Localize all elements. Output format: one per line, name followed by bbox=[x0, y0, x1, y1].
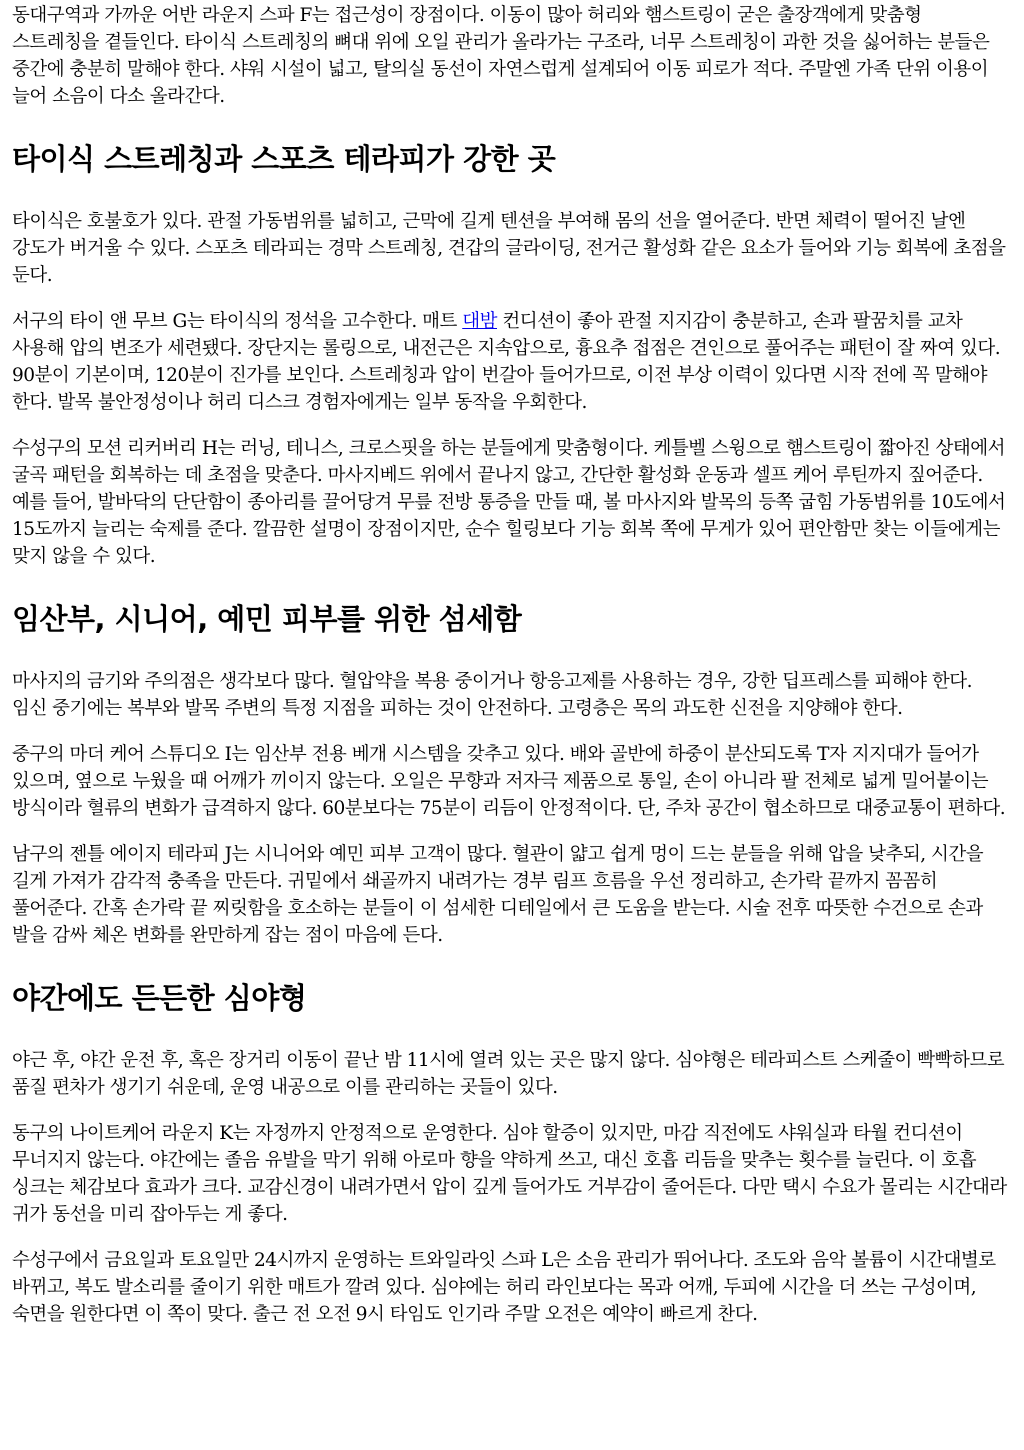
paragraph-precautions: 마사지의 금기와 주의점은 생각보다 많다. 혈압약을 복용 중이거나 항응고제를 사용하는 경우, 강한 딥프레스를 피해야 한다. 임신 중기에는 복부와 발목 주변의 특정 지점을 피하는 것이 안전하다. 고령층은 목의 과도한 신전을 지양해야 한다. bbox=[12, 671, 973, 719]
paragraph-mother-care-i: 중구의 마더 케어 스튜디오 I는 임산부 전용 베개 시스템을 갖추고 있다. 배와 골반에 하중이 분산되도록 T자 지지대가 들어가 있으며, 옆으로 누웠을 때 어깨가 끼이지 않는다. 오일은 무향과 저자극 제품으로 통일, 손이 아니라 팔 전체로 넓게 밀어붙이는 방식이라 혈류의 변화가 급격하지 않다. 60분보다는 75분이 리듬이 안정적이다. 단, 주차 공간이 협소하므로 대중교통이 편하다. bbox=[12, 744, 1006, 819]
paragraph-thai-move-g bbox=[12, 308, 1010, 416]
paragraph-night-intro: 야근 후, 야간 운전 후, 혹은 장거리 이동이 끝난 밤 11시에 열려 있는 곳은 많지 않다. 심야형은 테라피스트 스케줄이 빡빡하므로 품질 편차가 생기기 쉬운데, 운영 내공으로 이를 관리하는 곳들이 있다. bbox=[12, 1050, 1005, 1098]
paragraph-text: 컨디션이 좋아 관절 지지감이 충분하고, 손과 팔꿈치를 교차 사용해 압의 변조가 세련됐다. 장단지는 롤링으로, 내전근은 지속압으로, 흉요추 접점은 견인으로 풀어주는 패턴이 잘 짜여 있다. 90분이 기본이며, 120분이 진가를 보인다. 스트레칭과 압이 번갈아 들어가므로, 이전 부상 이력이 있다면 시작 전에 꼭 말해야 한다. 발목 불안정성이나 허리 디스크 경험자에게는 일부 동작을 우회한다. bbox=[12, 311, 1001, 413]
article bbox=[0, 2, 1024, 1328]
inline-link[interactable]: 대밤 bbox=[462, 311, 497, 332]
paragraph-text: 서구의 타이 앤 무브 G는 타이식의 정석을 고수한다. 매트 bbox=[12, 311, 463, 332]
paragraph-motion-recovery-h: 수성구의 모션 리커버리 H는 러닝, 테니스, 크로스핏을 하는 분들에게 맞춤형이다. 케틀벨 스윙으로 햄스트링이 짧아진 상태에서 굴곡 패턴을 회복하는 데 초점을 맞춘다. 마사지베드 위에서 끝나지 않고, 간단한 활성화 운동과 셀프 케어 루틴까지 짚어준다. 예를 들어, 발바닥의 단단함이 종아리를 끌어당겨 무릎 전방 통증을 만들 때, 볼 마사지와 발목의 등쪽 굽힘 가동범위를 10도에서 15도까지 늘리는 숙제를 준다. 깔끔한 설명이 장점이지만, 순수 힐링보다 기능 회복 쪽에 무게가 있어 편안함만 찾는 이들에게는 맞지 않을 수 있다. bbox=[12, 438, 1006, 567]
intro-paragraph: 동대구역과 가까운 어반 라운지 스파 F는 접근성이 장점이다. 이동이 많아 허리와 햄스트링이 굳은 출장객에게 맞춤형 스트레칭을 곁들인다. 타이식 스트레칭의 뼈대 위에 오일 관리가 올라가는 구조라, 너무 스트레칭이 과한 것을 싫어하는 분들은 중간에 충분히 말해야 한다. 샤워 시설이 넓고, 탈의실 동선이 자연스럽게 설계되어 이동 피로가 적다. 주말엔 가족 단위 이용이 늘어 소음이 다소 올라간다. bbox=[12, 5, 990, 107]
paragraph-gentle-age-j: 남구의 젠틀 에이지 테라피 J는 시니어와 예민 피부 고객이 많다. 혈관이 얇고 쉽게 멍이 드는 분들을 위해 압을 낮추되, 시간을 길게 가져가 감각적 충족을 만든다. 귀밑에서 쇄골까지 내려가는 경부 림프 흐름을 우선 정리하고, 손가락 끝까지 꼼꼼히 풀어준다. 간혹 손가락 끝 찌릿함을 호소하는 분들이 이 섬세한 디테일에서 큰 도움을 받는다. 시술 전후 따뜻한 수건으로 손과 발을 감싸 체온 변화를 완만하게 잡는 점이 마음에 든다. bbox=[12, 844, 984, 946]
section-heading-night: 야간에도 든든한 심야형 bbox=[12, 981, 307, 1015]
paragraph-twilight-spa-l: 수성구에서 금요일과 토요일만 24시까지 운영하는 트와일라잇 스파 L은 소음 관리가 뛰어나다. 조도와 음악 볼륨이 시간대별로 바뀌고, 복도 발소리를 줄이기 위한 매트가 깔려 있다. 심야에는 허리 라인보다는 목과 어깨, 두피에 시간을 더 쓰는 구성이며, 숙면을 원한다면 이 쪽이 맞다. 출근 전 오전 9시 타임도 인기라 주말 오전은 예약이 빠르게 찬다. bbox=[12, 1250, 996, 1325]
section-heading-thai-sports: 타이식 스트레칭과 스포츠 테라피가 강한 곳 bbox=[12, 142, 556, 176]
paragraph-thai-intro: 타이식은 호불호가 있다. 관절 가동범위를 넓히고, 근막에 길게 텐션을 부여해 몸의 선을 열어준다. 반면 체력이 떨어진 날엔 강도가 버거울 수 있다. 스포츠 테라피는 경막 스트레칭, 견갑의 글라이딩, 전거근 활성화 같은 요소가 들어와 기능 회복에 초점을 둔다. bbox=[12, 211, 1006, 286]
paragraph-night-care-k: 동구의 나이트케어 라운지 K는 자정까지 안정적으로 운영한다. 심야 할증이 있지만, 마감 직전에도 샤워실과 타월 컨디션이 무너지지 않는다. 야간에는 졸음 유발을 막기 위해 아로마 향을 약하게 쓰고, 대신 호흡 리듬을 맞추는 횟수를 늘린다. 이 호흡 싱크는 체감보다 효과가 크다. 교감신경이 내려가면서 압이 깊게 들어가도 거부감이 줄어든다. 다만 택시 수요가 몰리는 시간대라 귀가 동선을 미리 잡아두는 게 좋다. bbox=[12, 1123, 1007, 1225]
section-heading-sensitive-care: 임산부, 시니어, 예민 피부를 위한 섬세함 bbox=[12, 602, 522, 636]
